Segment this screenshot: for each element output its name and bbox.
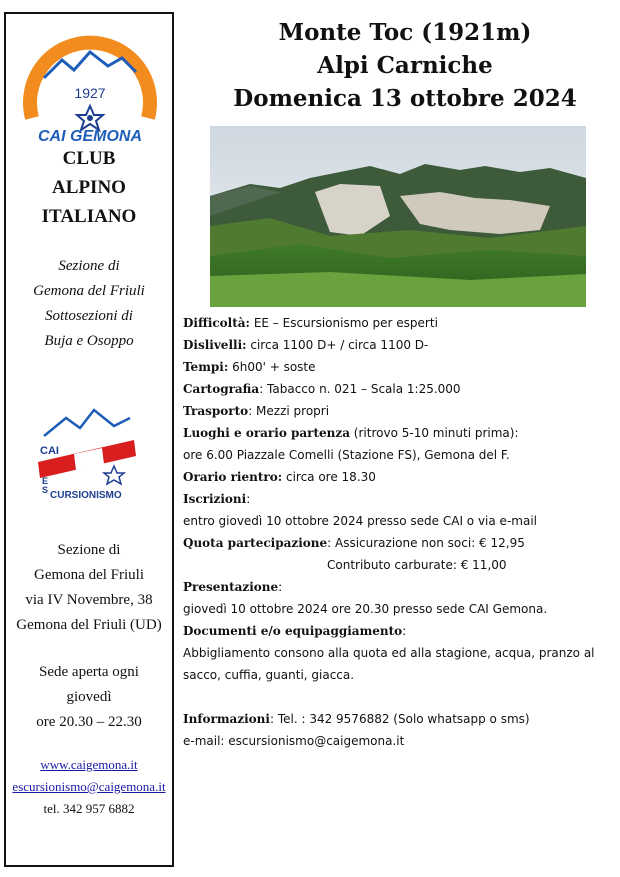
presentazione-row: Presentazione: — [183, 580, 283, 594]
logo-name: CAI GEMONA — [38, 128, 142, 145]
documenti-row: Documenti e/o equipaggiamento: — [183, 624, 407, 638]
cartografia-row: Cartografia: Tabacco n. 021 – Scala 1:25.000 — [183, 382, 461, 396]
svg-text:S: S — [42, 485, 49, 495]
svg-text:CURSIONISMO: CURSIONISMO — [50, 490, 122, 501]
informazioni-row: Informazioni: Tel. : 342 9576882 (Solo whatsapp o sms) — [183, 712, 530, 726]
documenti-detail: Abbigliamento consono alla quota ed alla stagione, acqua, pranzo al sacco, cuffia, guanti, giacca. — [183, 646, 595, 682]
title-mountain: Monte Toc (1921m) — [278, 19, 532, 46]
cai-gemona-logo — [14, 20, 164, 148]
iscrizioni-detail: entro giovedì 10 ottobre 2024 presso sede CAI o via e-mail — [183, 514, 537, 528]
presentazione-detail: giovedì 10 ottobre 2024 ore 20.30 presso sede CAI Gemona. — [183, 602, 548, 616]
opening-hours: Sede aperta ogni giovedì ore 20.30 – 22.30 — [36, 664, 142, 730]
quota-row: Quota partecipazione: Assicurazione non soci: € 12,95 — [183, 536, 525, 550]
event-title — [190, 16, 620, 115]
title-date: Domenica 13 ottobre 2024 — [233, 85, 577, 112]
trasporto-row: Trasporto: Mezzi propri — [183, 404, 330, 418]
luoghi-detail: ore 6.00 Piazzale Comelli (Stazione FS), Gemona del F. — [183, 448, 510, 462]
sezione-info: Sezione di Gemona del Friuli Sottosezioni di Buja e Osoppo — [33, 258, 145, 349]
dislivelli-row: Dislivelli: circa 1100 D+ / circa 1100 D- — [183, 338, 429, 352]
cai-star-icon — [77, 106, 103, 130]
club-name: CLUB ALPINO ITALIANO — [41, 148, 137, 227]
svg-text:E: E — [42, 476, 49, 486]
website-link[interactable]: www.caigemona.it — [40, 757, 138, 772]
cai-escursionismo-logo — [30, 406, 146, 504]
cai-star-icon — [104, 466, 124, 484]
svg-text:CAI: CAI — [40, 445, 59, 457]
rientro-row: Orario rientro: circa ore 18.30 — [183, 470, 376, 484]
title-range: Alpi Carniche — [317, 52, 493, 79]
logo-year: 1927 — [74, 85, 106, 101]
phone-number: tel. 342 957 6882 — [43, 801, 135, 816]
iscrizioni-row: Iscrizioni: — [183, 492, 251, 506]
quota-detail: Contributo carburate: € 11,00 — [327, 558, 507, 572]
sidebar — [4, 12, 174, 867]
luoghi-row: Luoghi e orario partenza (ritrovo 5-10 minuti prima): — [183, 426, 519, 440]
difficolta-row: Difficoltà: EE – Escursionismo per esperti — [183, 316, 438, 330]
contact-links — [6, 754, 172, 820]
email-link[interactable]: escursionismo@caigemona.it — [12, 779, 166, 794]
sede-address: Sezione di Gemona del Friuli via IV Novembre, 38 Gemona del Friuli (UD) — [16, 542, 162, 633]
event-details — [183, 312, 613, 752]
tempi-row: Tempi: 6h00' + soste — [183, 360, 316, 374]
informazioni-email: e-mail: escursionismo@caigemona.it — [183, 734, 405, 748]
mountain-photo — [210, 126, 586, 307]
